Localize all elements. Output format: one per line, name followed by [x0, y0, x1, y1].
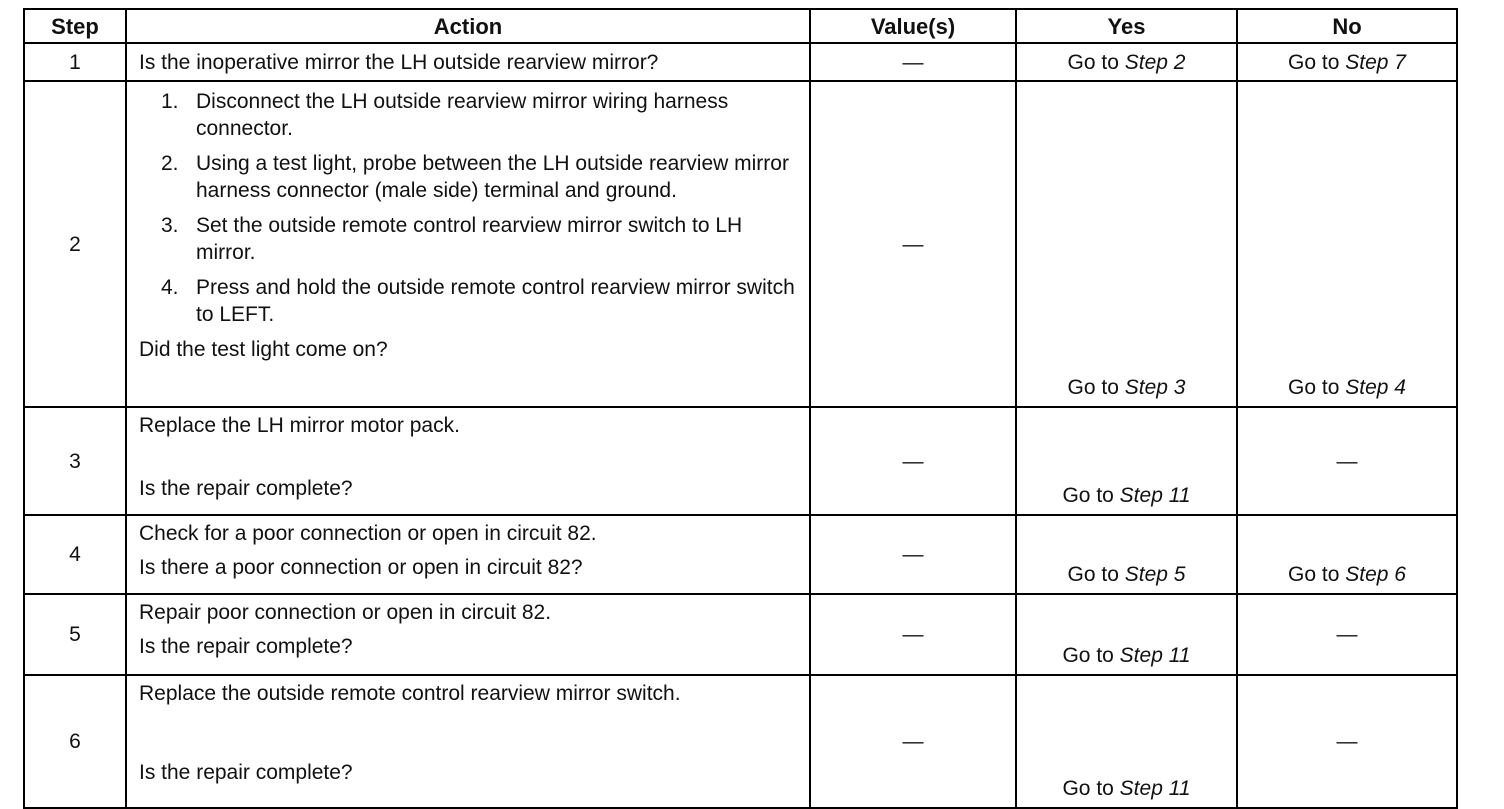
yes-cell	[1016, 515, 1237, 594]
no-cell	[1237, 43, 1457, 81]
yes-step-link[interactable]: Step 2	[1124, 50, 1186, 74]
list-item	[139, 88, 803, 142]
list-number: 4.	[161, 276, 179, 299]
value-cell	[810, 407, 1016, 515]
value-dash: —	[902, 623, 924, 646]
no-dash: —	[1336, 449, 1358, 473]
no-dash: —	[1336, 623, 1358, 646]
no-cell	[1237, 675, 1457, 808]
table-row	[24, 81, 1457, 407]
no-step-link[interactable]: Step 6	[1345, 563, 1406, 586]
no-prefix: Go to	[1288, 50, 1346, 74]
header-row	[24, 9, 1457, 43]
question-text: Did the test light come on?	[139, 338, 388, 361]
step-number: 2	[24, 81, 126, 407]
yes-step-link[interactable]: Step 3	[1124, 376, 1186, 399]
value-cell	[810, 515, 1016, 594]
no-cell	[1237, 515, 1457, 594]
action-cell	[126, 675, 810, 808]
value-dash: —	[902, 232, 924, 256]
yes-step-link[interactable]: Step 11	[1119, 644, 1191, 667]
action-text: Replace the outside remote control rearview mirror switch.	[139, 682, 681, 705]
value-dash: —	[902, 543, 924, 566]
value-dash: —	[902, 730, 924, 753]
action-cell	[126, 594, 810, 675]
no-step-link[interactable]: Step 4	[1345, 376, 1406, 399]
value-dash: —	[902, 449, 924, 473]
header-action: Action	[126, 9, 810, 43]
no-cell	[1237, 407, 1457, 515]
list-number: 3.	[161, 214, 179, 237]
question-text: Is the repair complete?	[139, 477, 353, 500]
step-number: 5	[24, 594, 126, 675]
value-cell	[810, 594, 1016, 675]
header-no: No	[1237, 9, 1457, 43]
yes-prefix: Go to	[1067, 376, 1125, 399]
yes-cell	[1016, 675, 1237, 808]
yes-prefix: Go to	[1062, 484, 1120, 507]
yes-prefix: Go to	[1062, 777, 1120, 800]
header-values: Value(s)	[810, 9, 1016, 43]
step-number: 6	[24, 675, 126, 808]
value-cell	[810, 675, 1016, 808]
question-text: Is there a poor connection or open in circuit 82?	[139, 556, 583, 579]
action-cell	[126, 407, 810, 515]
yes-step-link[interactable]: Step 11	[1119, 484, 1191, 507]
yes-cell	[1016, 81, 1237, 407]
yes-prefix: Go to	[1067, 50, 1125, 74]
yes-prefix: Go to	[1062, 644, 1120, 667]
yes-step-link[interactable]: Step 5	[1124, 563, 1186, 586]
yes-step-link[interactable]: Step 11	[1119, 777, 1191, 800]
action-text: Check for a poor connection or open in circuit 82.	[139, 522, 597, 545]
yes-prefix: Go to	[1067, 563, 1125, 586]
list-text: Disconnect the LH outside rearview mirror wiring harness connector.	[196, 90, 729, 140]
no-prefix: Go to	[1288, 563, 1346, 586]
step-number: 4	[24, 515, 126, 594]
list-item	[139, 150, 803, 204]
yes-cell	[1016, 594, 1237, 675]
list-number: 1.	[161, 90, 179, 113]
header-step: Step	[24, 9, 126, 43]
no-step-link[interactable]: Step 7	[1345, 50, 1406, 74]
yes-cell	[1016, 43, 1237, 81]
yes-cell	[1016, 407, 1237, 515]
step-number: 1	[24, 43, 126, 81]
question-text: Is the repair complete?	[139, 761, 353, 784]
table-row	[24, 675, 1457, 808]
table-row	[24, 43, 1457, 81]
table-row	[24, 407, 1457, 515]
list-text: Using a test light, probe between the LH outside rearview mirror harness connector (male side) terminal and ground.	[196, 152, 789, 202]
table-row	[24, 594, 1457, 675]
value-cell	[810, 43, 1016, 81]
action-cell	[126, 43, 810, 81]
table-row	[24, 515, 1457, 594]
no-prefix: Go to	[1288, 376, 1346, 399]
action-text: Replace the LH mirror motor pack.	[139, 414, 460, 437]
value-dash: —	[902, 50, 924, 74]
list-number: 2.	[161, 152, 179, 175]
question-text: Is the repair complete?	[139, 635, 353, 658]
value-cell	[810, 81, 1016, 407]
header-yes: Yes	[1016, 9, 1237, 43]
list-text: Press and hold the outside remote control rearview mirror switch to LEFT.	[196, 276, 795, 326]
no-cell	[1237, 594, 1457, 675]
list-item	[139, 212, 803, 266]
action-cell	[126, 81, 810, 407]
action-cell	[126, 515, 810, 594]
no-cell	[1237, 81, 1457, 407]
action-text: Is the inoperative mirror the LH outside rearview mirror?	[139, 50, 659, 74]
step-number: 3	[24, 407, 126, 515]
action-text: Repair poor connection or open in circuit 82.	[139, 601, 552, 624]
list-item	[139, 274, 803, 328]
diagnostic-table	[23, 8, 1458, 809]
no-dash: —	[1336, 730, 1358, 753]
list-text: Set the outside remote control rearview mirror switch to LH mirror.	[196, 214, 743, 264]
action-steps-list	[139, 88, 803, 328]
